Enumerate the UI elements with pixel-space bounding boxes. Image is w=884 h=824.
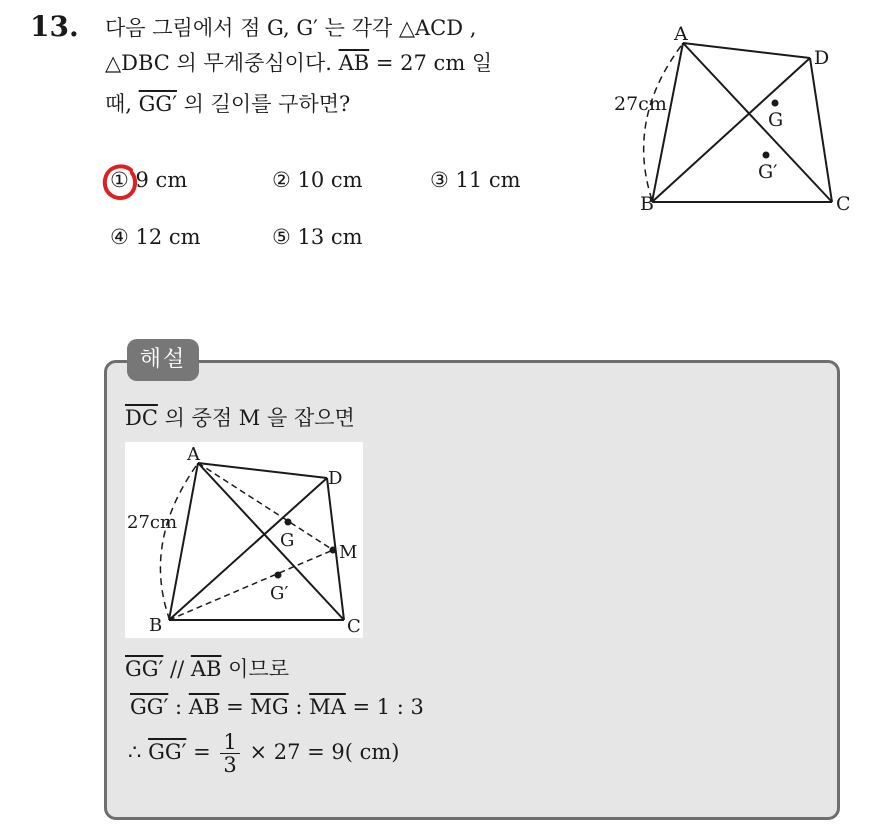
label-length-2: 27cm <box>127 512 178 533</box>
choice-4[interactable] <box>110 225 201 249</box>
choice-3[interactable] <box>430 168 521 192</box>
equals-1: = <box>226 695 244 719</box>
question-number: 13. <box>30 10 79 43</box>
solution-line-4 <box>128 731 399 776</box>
label-g-2: G <box>280 530 295 551</box>
answer-circle-mark <box>101 162 141 204</box>
equals-2: = <box>193 740 211 764</box>
question-line-3 <box>105 90 350 118</box>
solution-badge: 해설 <box>127 339 199 381</box>
question-line-2 <box>105 49 492 77</box>
therefore-symbol: ∴ <box>128 740 142 764</box>
question-figure <box>600 20 860 220</box>
choice-1-value: 9 cm <box>135 168 188 192</box>
segment-mg: $\overline{MG}$ <box>250 695 289 719</box>
segment-gg-prime-3: GG′ <box>130 695 169 719</box>
label-g-prime-2: G′ <box>270 583 289 604</box>
label-b-2: B <box>149 615 163 636</box>
question-line-1: 다음 그림에서 점 G, G′ 는 각각 △ACD , <box>105 16 477 40</box>
label-g: G <box>768 109 784 131</box>
question-line-2-rest: = 27 cm 일 <box>375 51 493 75</box>
segment-gg-prime: GG′ <box>138 92 177 116</box>
choice-2[interactable] <box>272 168 363 192</box>
colon-1: : <box>175 695 183 719</box>
label-a-2: A <box>187 444 200 465</box>
final-answer: × 27 = 9( cm) <box>249 740 400 764</box>
solution-line-1 <box>125 402 355 432</box>
segment-ab-3: $\overline{AB}$ <box>188 695 220 719</box>
quadrilateral-abcd-2 <box>169 463 344 620</box>
point-m <box>330 547 337 554</box>
point-g-prime <box>763 152 770 159</box>
label-b: B <box>640 193 654 215</box>
label-g-prime: G′ <box>758 161 778 183</box>
colon-2: : <box>295 695 303 719</box>
point-g-prime-2 <box>275 572 282 579</box>
question-line-2-text: △DBC 의 무게중심이다. <box>105 51 332 75</box>
solution-line-2-text: 이므로 <box>228 657 290 681</box>
diagonal-bd-2 <box>169 478 327 620</box>
label-c-2: C <box>347 616 361 637</box>
question-line-3-rest: 의 길이를 구하면? <box>183 92 351 116</box>
length-arc <box>644 46 681 200</box>
segment-ma: $\overline{MA}$ <box>309 695 346 719</box>
choice-3-value: 11 cm <box>455 168 521 192</box>
fraction-numerator: 1 <box>220 731 239 754</box>
label-d-2: D <box>328 468 343 489</box>
choice-5-value: 13 cm <box>297 225 363 249</box>
solution-line-3 <box>130 695 424 719</box>
segment-dc: $\overline{DC}$ <box>125 406 158 430</box>
length-arc-2 <box>160 466 196 618</box>
choice-1-mark: ① <box>110 168 129 192</box>
solution-line-1-text: 의 중점 M 을 잡으면 <box>164 406 355 430</box>
parallel-symbol: // <box>170 657 185 681</box>
point-g <box>772 100 779 107</box>
choice-5-mark: ⑤ <box>272 225 291 249</box>
solution-line-2 <box>125 653 289 683</box>
choice-5[interactable] <box>272 225 363 249</box>
quadrilateral-abcd <box>652 43 832 202</box>
label-d: D <box>814 47 830 69</box>
segment-gg-prime-4: GG′ <box>148 740 187 764</box>
segment-ab: $\overline{AB}$ <box>338 51 370 75</box>
choice-4-value: 12 cm <box>135 225 201 249</box>
question-line-3-text: 때, <box>105 92 132 116</box>
label-a: A <box>674 23 688 45</box>
label-m: M <box>339 542 358 563</box>
ratio-result: = 1 : 3 <box>352 695 424 719</box>
fraction-denominator: 3 <box>223 753 237 777</box>
choice-4-mark: ④ <box>110 225 129 249</box>
choice-2-value: 10 cm <box>297 168 363 192</box>
fraction-one-third <box>220 731 239 776</box>
label-length: 27cm <box>614 93 667 115</box>
point-g-2 <box>285 519 292 526</box>
choice-2-mark: ② <box>272 168 291 192</box>
segment-gg-prime-2: GG′ <box>125 657 164 681</box>
segment-ab-2: $\overline{AB}$ <box>190 657 222 681</box>
solution-figure <box>125 442 363 638</box>
choice-3-mark: ③ <box>430 168 449 192</box>
label-c: C <box>836 193 851 215</box>
